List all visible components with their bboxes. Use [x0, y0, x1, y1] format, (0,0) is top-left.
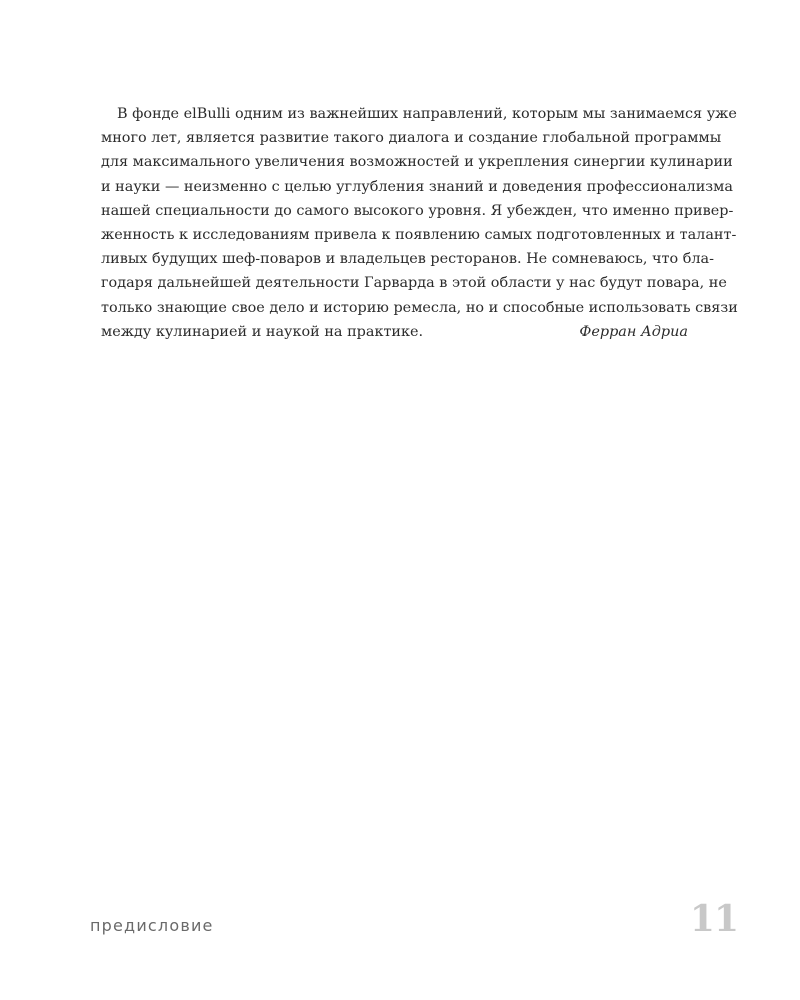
paragraph-line: годаря дальнейшей деятельности Гарварда в этой области у нас будут повара, не — [101, 275, 727, 292]
paragraph-line: и науки — неизменно с целью углубления знаний и доведения профессионализма — [101, 178, 733, 195]
paragraph-line: для максимального увеличения возможностей и укрепления синергии кулинарии — [101, 154, 733, 171]
foreword-paragraph — [101, 102, 738, 344]
section-label: предисловие — [90, 916, 214, 935]
paragraph-line: В фонде elBulli одним из важнейших направлений, которым мы занимаемся уже — [117, 106, 737, 122]
paragraph-line: между кулинарией и наукой на практике. — [101, 323, 424, 340]
paragraph-line: много лет, является развитие такого диалога и создание глобальной программы — [101, 130, 722, 147]
paragraph-line: ливых будущих шеф-поваров и владельцев ресторанов. Не сомневаюсь, что бла- — [101, 251, 714, 268]
page-number: 11 — [689, 898, 738, 940]
paragraph-line: нашей специальности до самого высокого уровня. Я убежден, что именно привер- — [101, 202, 734, 219]
author-signature: Ферран Адриа — [579, 324, 688, 340]
paragraph-line: только знающие свое дело и историю ремесла, но и способные использовать связи — [101, 299, 738, 316]
paragraph-line: женность к исследованиям привела к появлению самых подготовленных и талант- — [101, 227, 737, 244]
